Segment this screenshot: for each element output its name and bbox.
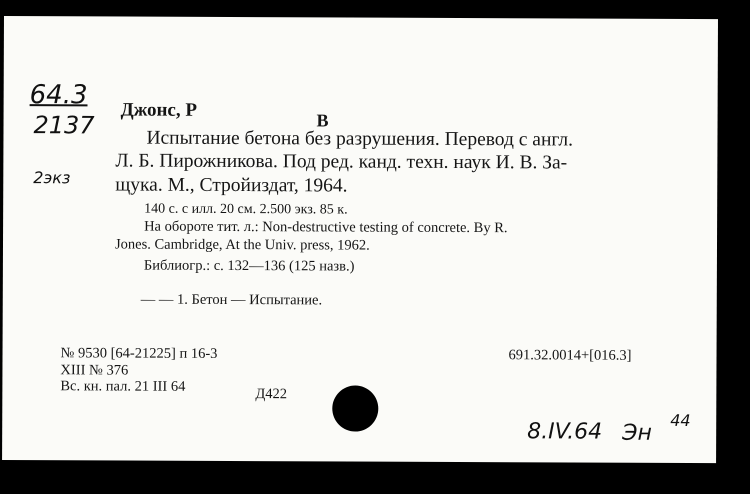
collation: 140 с. с илл. 20 см. 2.500 экз. 85 к. bbox=[144, 201, 348, 218]
handwritten-signature: Эн bbox=[622, 420, 652, 446]
class-number-top: 64.3 bbox=[29, 80, 88, 111]
note-line-1: На обороте тит. л.: Non-destructive testing of concrete. By R. bbox=[144, 218, 508, 237]
handwritten-signature-mark: 44 bbox=[670, 410, 691, 430]
udc-number: 691.32.0014+[016.3] bbox=[508, 347, 632, 364]
author: Джонс, Р bbox=[120, 99, 198, 121]
chamber-stamp: Вс. кн. пал. 21 III 64 bbox=[60, 378, 186, 395]
shelf-letter: В bbox=[316, 110, 329, 131]
title-line-1: Испытание бетона без разрушения. Перевод с англ. bbox=[146, 127, 574, 151]
note-line-2: Jones. Cambridge, At the Univ. press, 1962. bbox=[114, 236, 370, 254]
subject-tracing: — — 1. Бетон — Испытание. bbox=[140, 291, 323, 309]
handwritten-date: 8.IV.64 bbox=[527, 419, 603, 445]
title-line-3: щука. М., Стройиздат, 1964. bbox=[115, 174, 348, 197]
catalog-card bbox=[2, 16, 718, 463]
series-number: XIII № 376 bbox=[60, 362, 129, 379]
class-number-bottom: 2137 bbox=[33, 111, 95, 140]
title-line-2: Л. Б. Пирожникова. Под ред. канд. техн. наук И. В. За- bbox=[115, 150, 568, 174]
copies-note: 2экз bbox=[33, 168, 71, 188]
record-number: № 9530 [64-21225] п 16-3 bbox=[60, 345, 218, 362]
card-punch-hole bbox=[332, 385, 378, 431]
order-number: Д422 bbox=[255, 386, 288, 403]
note-line-3: Библиогр.: с. 132—136 (125 назв.) bbox=[143, 257, 355, 275]
